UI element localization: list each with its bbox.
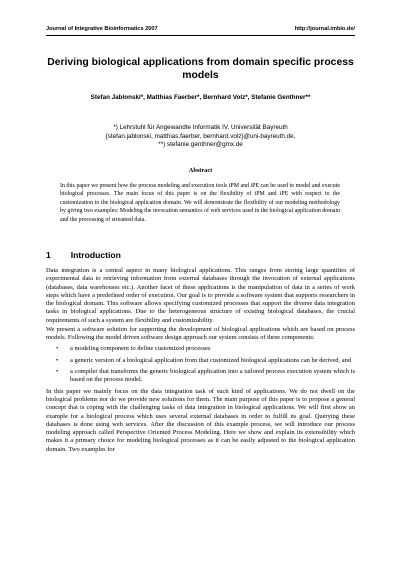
list-item-text: a modeling component to define customized processes [70,345,211,353]
affiliation-email[interactable]: **) stefanie.genthner@gmx.de [158,141,243,149]
running-header [46,26,355,36]
author-list: Stefan Jablonski*, Matthias Faerber*, Bernhard Volz*, Stefanie Genthner** [90,94,311,101]
paper-title: Deriving biological applications from domain specific process models [47,57,354,81]
affiliation-line: *) Lehrstuhl für Angewandte Informatik IV, Universität Bayreuth [113,124,288,131]
list-item [46,368,355,385]
paragraph: Data integration is a central aspect in many biological applications. This ranges from storing large quantities of experimental data to retrieving information from external databases through the invocation of external applications (databases, data warehouses etc.). Another facet of these applications is the manipulation of data in a series of work steps which have a predefined order of execution. Our goal is to provide a software system that supports researchers in the biological domain. This software allows specifying customized processes that support the diverse data integration tasks in biological applications. Due to the heterogeneous structure of existing biological databases, the crucial requirements of such a system are flexibility and customizability. [46,267,355,324]
affiliations [46,124,355,150]
list-item [46,345,355,353]
affiliation-emails[interactable]: {stefan.jablonski, matthias.faerber, bernhard.volz}@uni-bayreuth.de, [105,132,296,140]
list-item-text: a generic version of a biological application from that customized biological applications can be derived, and [70,356,352,364]
journal-url[interactable]: http://journal.imbio.de/ [294,26,355,32]
component-list [46,345,355,384]
section-number: 1 [46,250,51,260]
list-item [46,357,355,365]
list-item-text: a compiler that transforms the generic biological application into a tailored process execution system which is based on the process model. [70,368,355,384]
paragraph: In this paper we mainly focus on the data integration task of such kind of applications. We do not dwell on the biological problems nor do we provide new solutions for them. The main purpose of this paper is to propose a general concept that is coping with the challenging tasks of data integration in biological applications. We will first show an example for a biological process which uses several external databases in order to fulfill its goal. Querying these databases is done using web services. After the discussion of this example process, we will introduce our process modeling approach called Perspective Oriented Process Modeling. Here we show and explain its extensibility which makes it a primary choice for modeling biological processes as it can be easily adjusted to the biological application domain. Two examples for [46,387,355,453]
section-title: Introduction [70,250,121,260]
bullet-icon: • [56,345,59,353]
bullet-icon: • [56,356,59,364]
paragraph: We present a software solution for supporting the development of biological applications which are based on process models. Following the model driven software design approach our system consists of three components: [46,325,355,341]
abstract-heading: Abstract [188,167,213,174]
bullet-icon: • [56,368,59,376]
abstract-text: In this paper we present how the process modeling and execution tools iPM and iPE can be used to model and execute biological processes. The main focus of this paper is on the flexibility of iPM and iPE with respect to the customization to the biological application domain. We will demonstrate the flexibility of our modeling methodology by giving two examples: Modeling the invocation semantics of web services used in the biological application domain and the processing of streamed data. [60,183,340,223]
journal-name: Journal of Integrative Bioinformatics 2007 [46,26,158,32]
section-heading [46,250,355,261]
introduction-body [46,267,355,455]
